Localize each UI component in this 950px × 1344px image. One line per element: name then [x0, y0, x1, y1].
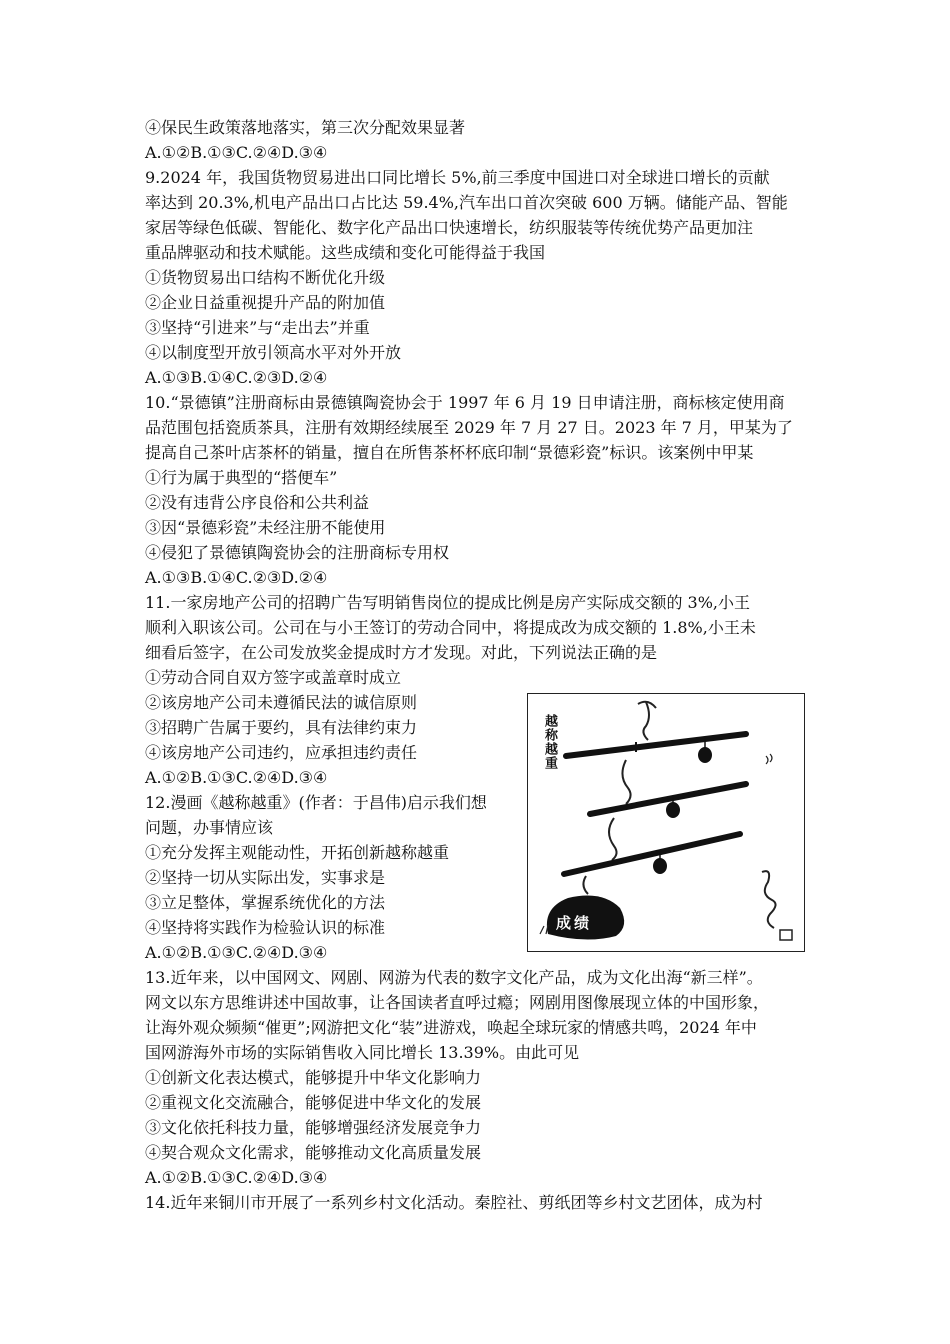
text-line: 顺利入职该公司。公司在与小王签订的劳动合同中，将提成改为成交额的 1.8%,小王未 — [145, 618, 756, 637]
text-line: ②坚持一切从实际出发，实事求是 — [145, 868, 386, 887]
text-line: A.①②B.①③C.②④D.③④ — [145, 943, 328, 962]
text-line: ④以制度型开放引领高水平对外开放 — [145, 343, 402, 362]
cartoon-rock-label: 成绩 — [556, 914, 593, 932]
text-line: ④坚持将实践作为检验认识的标准 — [145, 918, 386, 937]
text-line: 重品牌驱动和技术赋能。这些成绩和变化可能得益于我国 — [145, 243, 546, 262]
cartoon-title: 越称越重 — [542, 714, 557, 770]
text-line: 让海外观众频频“催更”;网游把文化“装”进游戏，唤起全球玩家的情感共鸣，2024 年中 — [145, 1018, 757, 1037]
text-line: 国网游海外市场的实际销售收入同比增长 13.39%。由此可见 — [145, 1043, 580, 1062]
text-line: 家居等绿色低碳、智能化、数字化产品出口快速增长，纺织服装等传统优势产品更加注 — [145, 218, 754, 237]
text-line: ③文化依托科技力量，能够增强经济发展竞争力 — [145, 1118, 482, 1137]
text-line: 11.一家房地产公司的招聘广告写明销售岗位的提成比例是房产实际成交额的 3%,小王 — [145, 593, 751, 612]
text-line: 10.“景德镇”注册商标由景德镇陶瓷协会于 1997 年 6 月 19 日申请注册，商标核定使用商 — [145, 393, 785, 412]
text-line: 品范围包括瓷质茶具，注册有效期经续展至 2029 年 7 月 27 日。2023 年 7 月，甲某为了 — [145, 418, 793, 437]
text-line: ④契合观众文化需求，能够推动文化高质量发展 — [145, 1143, 482, 1162]
text-line: A.①③B.①④C.②③D.②④ — [145, 568, 328, 587]
text-line: ④侵犯了景德镇陶瓷协会的注册商标专用权 — [145, 543, 450, 562]
text-line: A.①②B.①③C.②④D.③④ — [145, 1168, 328, 1187]
text-line: 率达到 20.3%,机电产品出口占比达 59.4%,汽车出口首次突破 600 万辆。储能产品、智能 — [145, 193, 788, 212]
text-line: ①行为属于典型的“搭便车” — [145, 468, 338, 487]
text-line: ④该房地产公司违约，应承担违约责任 — [145, 743, 418, 762]
text-line: A.①②B.①③C.②④D.③④ — [145, 768, 328, 787]
text-line: ③坚持“引进来”与“走出去”并重 — [145, 318, 370, 337]
text-line: ②该房地产公司未遵循民法的诚信原则 — [145, 693, 418, 712]
text-line: ③立足整体，掌握系统优化的方法 — [145, 893, 386, 912]
text-line: ①充分发挥主观能动性，开拓创新越称越重 — [145, 843, 450, 862]
text-line: 12.漫画《越称越重》(作者：于昌伟)启示我们想 — [145, 793, 487, 812]
text-line: 9.2024 年，我国货物贸易进出口同比增长 5%,前三季度中国进口对全球进口增长的贡献 — [145, 168, 770, 187]
text-line: ②没有违背公序良俗和公共利益 — [145, 493, 370, 512]
text-line: ①货物贸易出口结构不断优化升级 — [145, 268, 386, 287]
text-line: A.①②B.①③C.②④D.③④ — [145, 143, 328, 162]
text-line: ①创新文化表达模式，能够提升中华文化影响力 — [145, 1068, 482, 1087]
text-line: ③因“景德彩瓷”未经注册不能使用 — [145, 518, 386, 537]
text-line: ③招聘广告属于要约，具有法律约束力 — [145, 718, 418, 737]
text-line: A.①③B.①④C.②③D.②④ — [145, 368, 328, 387]
text-line: 细看后签字，在公司发放奖金提成时方才发现。对此，下列说法正确的是 — [145, 643, 658, 662]
text-line: ①劳动合同自双方签字或盖章时成立 — [145, 668, 402, 687]
text-line: 提高自己茶叶店茶杯的销量，擅自在所售茶杯杯底印制“景德彩瓷”标识。该案例中甲某 — [145, 443, 754, 462]
text-line: ②重视文化交流融合，能够促进中华文化的发展 — [145, 1093, 482, 1112]
text-line: 14.近年来铜川市开展了一系列乡村文化活动。秦腔社、剪纸团等乡村文艺团体，成为村 — [145, 1193, 763, 1212]
text-line: 网文以东方思维讲述中国故事，让各国读者直呼过瘾；网剧用图像展现立体的中国形象， — [145, 993, 770, 1012]
text-line: ②企业日益重视提升产品的附加值 — [145, 293, 386, 312]
text-line: 问题，办事情应该 — [145, 818, 274, 837]
text-line: 13.近年来，以中国网文、网剧、网游为代表的数字文化产品，成为文化出海“新三样”。 — [145, 968, 763, 987]
cartoon-illustration — [527, 693, 805, 952]
text-line: ④保民生政策落地落实，第三次分配效果显著 — [145, 118, 466, 137]
